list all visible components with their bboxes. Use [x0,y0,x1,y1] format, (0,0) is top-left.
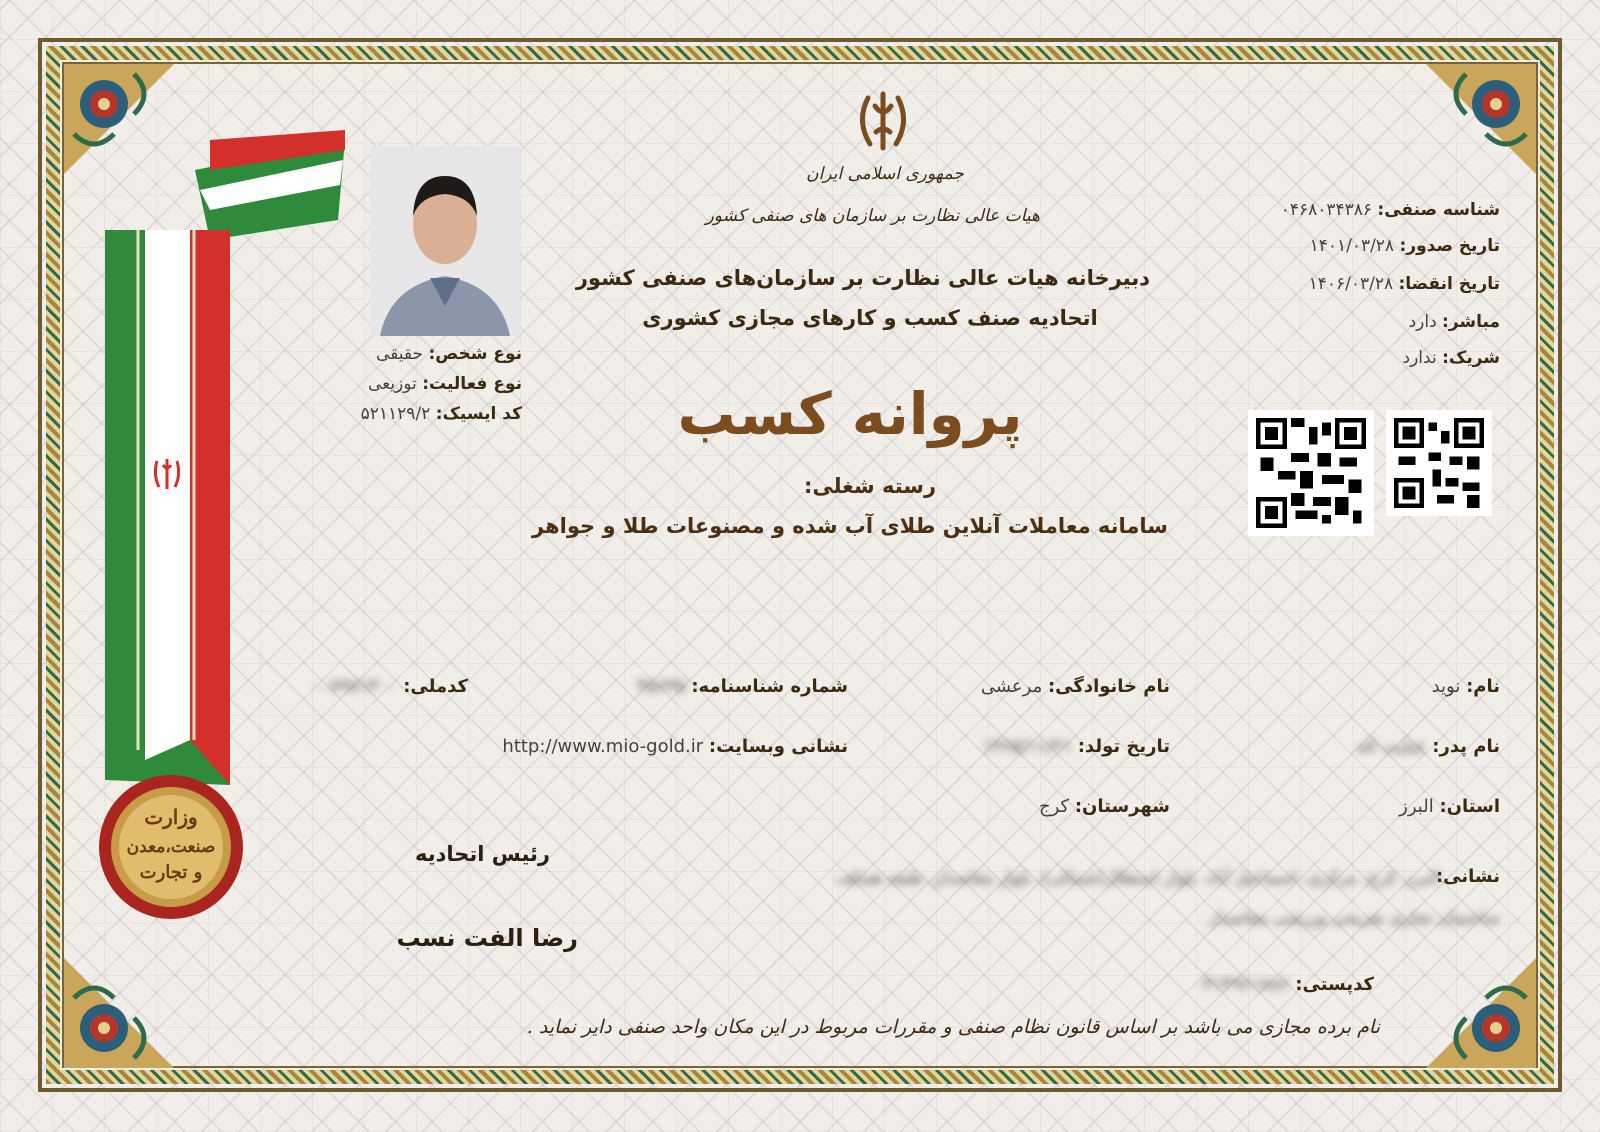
website-link[interactable]: http://www.mio-gold.ir [502,736,704,757]
category-label: رسته شغلی: [803,474,937,498]
board-calligraphy-text: هیات عالی نظارت بر سازمان های صنفی کشور [705,206,1040,226]
secretariat-heading: دبیرخانه هیات عالی نظارت بر سازمان‌های صنفی کشور [575,266,1150,290]
guild-id-value: ۰۴۶۸۰۳۴۳۸۶ [1280,200,1372,220]
expiry-date-row [1309,274,1500,294]
corner-ornament-icon [64,958,174,1068]
iran-emblem-icon [848,86,918,156]
postal-code-label: کدپستی: [1295,974,1374,995]
partner-label: شریک: [1442,348,1500,368]
direct-value: دارد [1408,312,1437,332]
seal-line1: وزارت [144,805,198,829]
father-label: نام پدر: [1432,736,1500,757]
corner-ornament-icon [1426,64,1536,174]
id-number-label: شماره شناسنامه: [691,676,848,697]
license-title: پروانه کسب [677,380,1023,448]
national-code-label: کدملی: [403,676,468,697]
signatory-role: رئیس اتحادیه [414,842,550,866]
holder-photo [370,146,520,336]
national-code-row [310,676,468,697]
qr-code-small-icon [1386,410,1492,516]
partner-row [1403,348,1500,368]
republic-text: جمهوری اسلامی ایران [806,164,964,184]
signatory-name: رضا الفت نسب [396,924,578,952]
birth-date-label: تاریخ تولد: [1077,736,1170,757]
family-label: نام خانوادگی: [1047,676,1170,697]
website-label: نشانی وبسایت: [708,736,848,757]
isic-value: ۵۲۱۱۲۹/۲ [360,404,431,424]
city-value: کرج [1038,796,1070,817]
city-row [1039,796,1170,817]
father-value: عنایت اله [1356,736,1427,757]
flag-ribbon-icon [100,130,350,810]
birth-date-value: ۱۳۶۵/۱۱/۲۱ [982,736,1072,757]
postal-code-value: ۳۱۴۹۶۱۸۸۶ [1202,974,1290,995]
name-value: نوید [1431,676,1461,697]
seal-line2: صنعت،معدن [126,837,216,857]
activity-type-value: توزیعی [367,374,417,394]
direct-row [1409,312,1500,332]
activity-type-row [368,374,522,394]
id-number-value: ۳۵۶۳۵ [637,676,686,697]
name-label: نام: [1466,676,1500,697]
seal-line3: و تجارت [139,862,203,883]
id-number-row [637,676,848,697]
person-type-row [376,344,522,364]
name-row [1432,676,1500,697]
isic-label: کد ایسیک: [435,404,522,424]
person-type-value: حقیقی [376,344,424,364]
expiry-date-label: تاریخ انقضا: [1398,274,1500,294]
activity-type-label: نوع فعالیت: [422,374,522,394]
birth-date-row [983,736,1171,757]
person-type-label: نوع شخص: [428,344,522,364]
address-line1: البرز، کرج، مرکزی، اسماعیل آباد، بلوار استقلال(شمالی)، بلوار مقاصدار، طبقه همکف [835,868,1440,888]
direct-label: مباشر: [1442,312,1500,332]
address-label: نشانی: [1435,866,1500,887]
qr-code-large-icon [1248,410,1374,536]
website-row [502,736,848,757]
guild-id-row [1281,200,1500,220]
issue-date-value: ۱۴۰۱/۰۳/۲۸ [1309,236,1395,256]
category-value: سامانه معاملات آنلاین طلای آب شده و مصنوعات طلا و جواهر [532,514,1168,538]
footer-note: نام برده مجازی می باشد بر اساس قانون نظام صنفی و مقررات مربوط در این مکان واحد صنفی دایر نماید . [526,1016,1380,1038]
isic-row [361,404,522,424]
province-value: البرز [1399,796,1434,817]
national-code-value: ۰۰۷۹۷۱۳۰۰ [310,676,398,697]
issue-date-row [1310,236,1500,256]
father-row [1356,736,1500,757]
city-label: شهرستان: [1074,796,1170,817]
expiry-date-value: ۱۴۰۶/۰۳/۲۸ [1308,274,1394,294]
address-line2: ساختمان تجاری تفریحی ورزشی مقاصدار [1208,908,1500,928]
partner-value: ندارد [1402,348,1437,368]
family-value: مرعشی [980,676,1043,697]
union-heading: اتحادیه صنف کسب و کارهای مجازی کشوری [642,306,1098,330]
ministry-seal [96,772,246,922]
corner-ornament-icon [1426,958,1536,1068]
province-row [1399,796,1500,817]
province-label: استان: [1439,796,1500,817]
issue-date-label: تاریخ صدور: [1399,236,1500,256]
guild-id-label: شناسه صنفی: [1377,200,1500,220]
postal-code-row [1203,974,1374,995]
family-row [981,676,1170,697]
